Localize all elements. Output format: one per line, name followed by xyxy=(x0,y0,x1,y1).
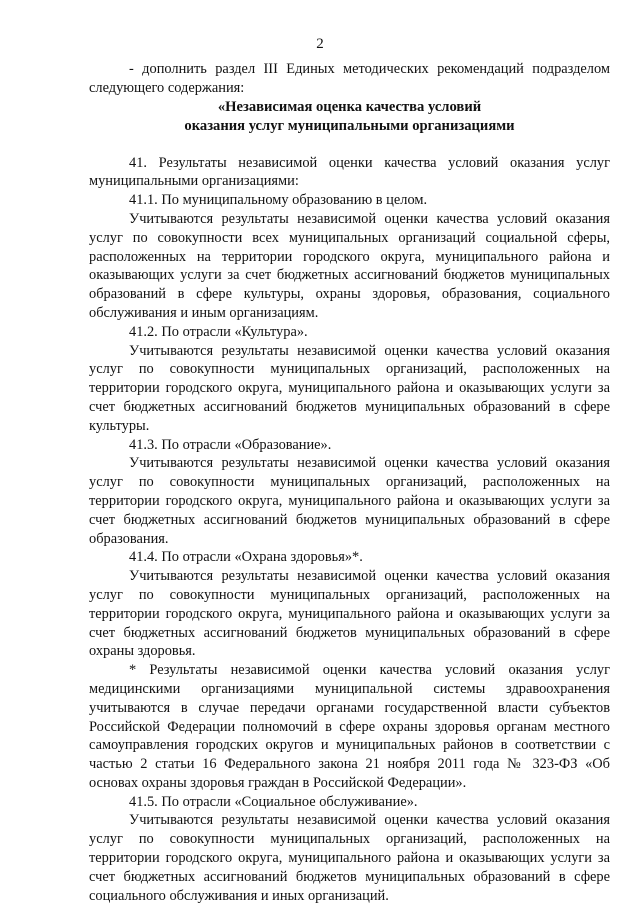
footnote-health: * Результаты независимой оценки качества условий оказания услуг медицинскими организациями муниципальной системы здравоохранения учитываются в случае передачи органами государственной власти субъектов Российской Федерации полномочий в сфере охраны здоровья органам местного самоуправления городских округов и муниципальных районов в соответствии с частью 2 статьи 16 Федерального закона 21 ноября 2011 года № 323-ФЗ «Об основах охраны здоровья граждан в Российской Федерации». xyxy=(89,662,610,791)
paragraph-41-1-body: Учитываются результаты независимой оценки качества условий оказания услуг по совокупности всех муниципальных организаций социальной сферы, расположенных на территории городского округа, муниципального района и оказывающих услуги за счет бюджетных ассигнований бюджетов муниципальных образований в сфере культуры, охраны здоровья, образования, социального обслуживания и иным организациям. xyxy=(89,210,610,321)
paragraph-41-4-body: Учитываются результаты независимой оценки качества условий оказания услуг по совокупности муниципальных организаций, расположенных на территории городского округа, муниципального района и оказывающих услуги за счет бюджетных ассигнований бюджетов муниципальных образований в сфере охраны здоровья. xyxy=(89,568,610,660)
section-title-line-1: «Независимая оценка качества условий xyxy=(217,98,482,115)
intro-paragraph: - дополнить раздел III Единых методических рекомендаций подразделом следующего содержания: xyxy=(89,61,610,96)
paragraph-41-2-heading: 41.2. По отрасли «Культура». xyxy=(129,323,308,340)
paragraph-41-3-heading: 41.3. По отрасли «Образование». xyxy=(129,436,332,453)
paragraph-41-4-heading: 41.4. По отрасли «Охрана здоровья»*. xyxy=(129,549,363,566)
page-number: 2 xyxy=(316,36,324,52)
paragraph-41-3-body: Учитываются результаты независимой оценки качества условий оказания услуг по совокупности муниципальных организаций, расположенных на территории городского округа, муниципального района и оказывающих услуги за счет бюджетных ассигнований бюджетов муниципальных образований в сфере образования. xyxy=(89,455,610,547)
paragraph-41: 41. Результаты независимой оценки качества условий оказания услуг муниципальными организациями: xyxy=(89,154,610,190)
paragraph-41-5-heading: 41.5. По отрасли «Социальное обслуживание». xyxy=(129,793,418,810)
section-title-line-2: оказания услуг муниципальными организациями xyxy=(184,117,515,134)
paragraph-41-5-body: Учитываются результаты независимой оценки качества условий оказания услуг по совокупности муниципальных организаций, расположенных на территории городского округа, муниципального района и оказывающих услуги за счет бюджетных ассигнований бюджетов муниципальных образований в сфере социального обслуживания и иных организаций. xyxy=(89,812,610,904)
title-spacer xyxy=(89,136,610,154)
document-body xyxy=(89,60,610,905)
paragraph-41-1-heading: 41.1. По муниципальному образованию в целом. xyxy=(129,192,428,209)
paragraph-41-2-body: Учитываются результаты независимой оценки качества условий оказания услуг по совокупности муниципальных организаций, расположенных на территории городского округа, муниципального района и оказывающих услуги за счет бюджетных ассигнований бюджетов муниципальных образований в сфере культуры. xyxy=(89,342,610,434)
